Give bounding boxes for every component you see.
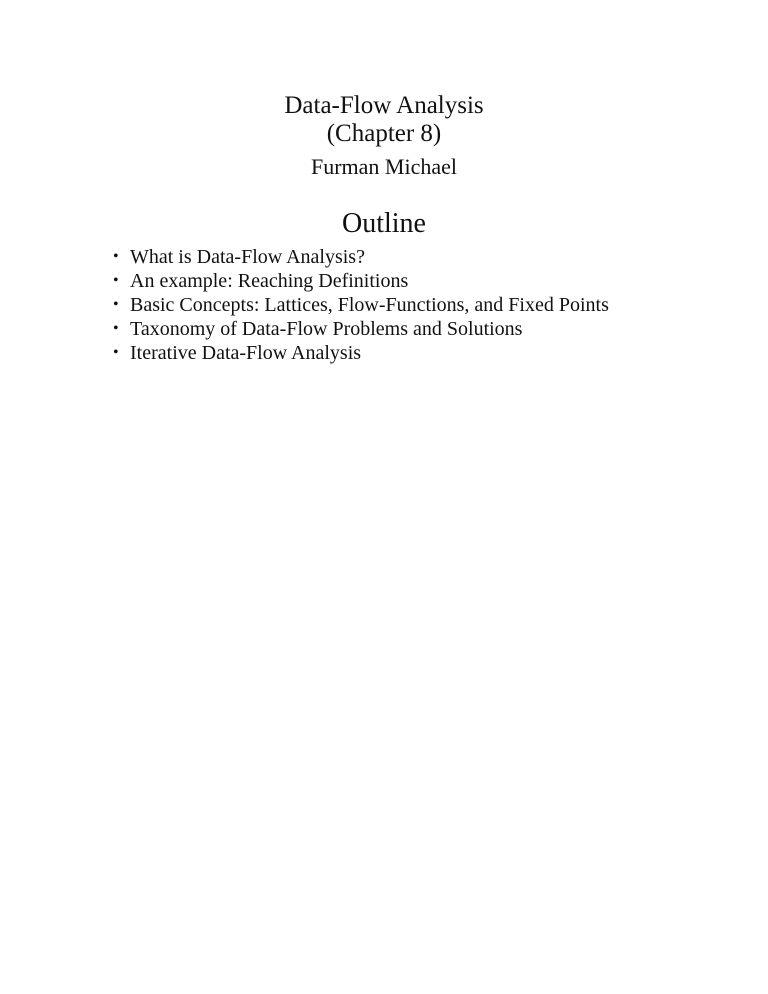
document-subtitle: (Chapter 8) [326,120,442,147]
list-item [113,317,613,341]
list-item [113,293,613,317]
bullet-icon: • [113,272,119,289]
list-item-label: What is Data-Flow Analysis? [130,246,365,268]
list-item-label: Taxonomy of Data-Flow Problems and Solutions [130,318,523,340]
outline-list [113,245,613,365]
list-item-label: Iterative Data-Flow Analysis [130,342,362,364]
bullet-icon: • [113,320,119,337]
bullet-icon: • [113,344,119,361]
list-item [113,269,613,293]
list-item-label: Basic Concepts: Lattices, Flow-Functions, and Fixed Points [130,294,609,316]
list-item [113,245,613,269]
document-title: Data-Flow Analysis [284,92,484,119]
document-author: Furman Michael [310,154,458,179]
bullet-icon: • [113,296,119,313]
title-block [0,92,768,180]
list-item [113,341,613,365]
list-item-label: An example: Reaching Definitions [130,270,409,292]
outline-heading: Outline [342,208,426,239]
bullet-icon: • [113,248,119,265]
